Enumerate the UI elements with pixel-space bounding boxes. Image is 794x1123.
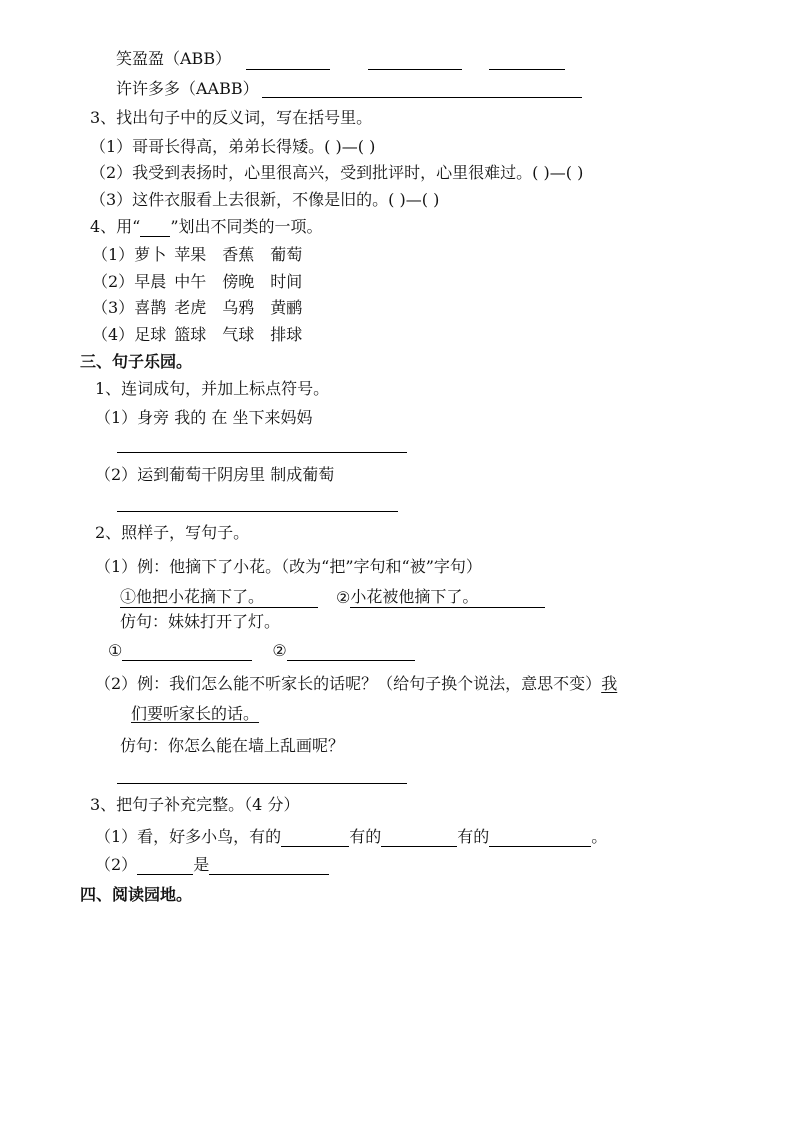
imitate-answers-1: ① ②: [108, 641, 415, 661]
imitate-prompt-2: 仿句：你怎么能在墙上乱画呢？: [120, 736, 345, 755]
sentence-build-item-2: （2）运到葡萄干阴房里 制成葡萄: [95, 465, 335, 484]
abb-blank-3[interactable]: [489, 69, 565, 70]
section-four-heading: 四、阅读园地。: [80, 885, 193, 904]
abb-blank-1[interactable]: [246, 69, 330, 70]
example-answer-bei: 小花被他摘下了。: [350, 587, 545, 608]
abb-blank-2[interactable]: [368, 69, 462, 70]
imitate-answer-2[interactable]: [117, 783, 407, 784]
complete-blank-4[interactable]: [137, 856, 193, 875]
odd-one-out-item-4: （4）足球 篮球 气球 排球: [92, 325, 303, 344]
odd-one-out-item-1: （1）萝卜 苹果 香蕉 葡萄: [92, 245, 303, 264]
imitate-example-1: （1）例：他摘下了小花。（改为“把”字句和“被”字句）: [95, 557, 482, 576]
complete-sentence-item-2: （2） 是: [95, 855, 329, 875]
odd-one-out-title: 4、用“ ”划出不同类的一项。: [90, 217, 323, 236]
antonym-item-2: （2）我受到表扬时，心里很高兴，受到批评时，心里很难过。( )—( ): [90, 163, 584, 182]
imitate-example-2-answer: 们要听家长的话。: [131, 704, 260, 723]
antonym-item-3: （3）这件衣服看上去很新，不像是旧的。( )—( ): [90, 190, 440, 209]
complete-sentence-item-1: （1）看，好多小鸟，有的 有的 有的 。: [95, 827, 608, 846]
complete-blank-1[interactable]: [281, 828, 349, 847]
aabb-label: 许许多多（AABB）: [116, 79, 259, 98]
odd-one-out-item-3: （3）喜鹊 老虎 乌鸦 黄鹂: [92, 298, 303, 317]
imitate-blank-2[interactable]: [287, 642, 415, 661]
complete-blank-3[interactable]: [489, 828, 591, 847]
underline-sample: [140, 218, 170, 237]
imitate-title: 2、照样子，写句子。: [95, 523, 250, 542]
sentence-build-title: 1、连词成句，并加上标点符号。: [95, 379, 330, 398]
abb-label: 笑盈盈（ABB）: [116, 49, 232, 68]
complete-blank-2[interactable]: [381, 828, 457, 847]
section-three-heading: 三、句子乐园。: [80, 352, 193, 371]
abb-row: [116, 49, 231, 69]
complete-blank-5[interactable]: [209, 856, 329, 875]
example-answer-ba: ①他把小花摘下了。: [120, 587, 318, 608]
complete-sentence-title: 3、把句子补充完整。（4 分）: [90, 795, 300, 814]
sentence-build-item-1: （1）身旁 我的 在 坐下来妈妈: [95, 408, 313, 427]
sentence-build-answer-1[interactable]: [117, 452, 407, 453]
imitate-prompt-1: 仿句：妹妹打开了灯。: [120, 612, 281, 631]
imitate-blank-1[interactable]: [122, 642, 252, 661]
aabb-blank[interactable]: [262, 97, 582, 98]
imitate-example-1-answers: ①他把小花摘下了。 ②小花被他摘下了。: [120, 587, 545, 608]
antonym-question-title: 3、找出句子中的反义词，写在括号里。: [90, 108, 373, 127]
imitate-example-2: （2）例：我们怎么能不听家长的话呢？（给句子换个说法，意思不变）我: [95, 674, 618, 693]
antonym-item-1: （1）哥哥长得高，弟弟长得矮。( )—( ): [90, 137, 376, 156]
sentence-build-answer-2[interactable]: [117, 511, 398, 512]
odd-one-out-item-2: （2）早晨 中午 傍晚 时间: [92, 272, 303, 291]
aabb-row: [116, 79, 259, 99]
